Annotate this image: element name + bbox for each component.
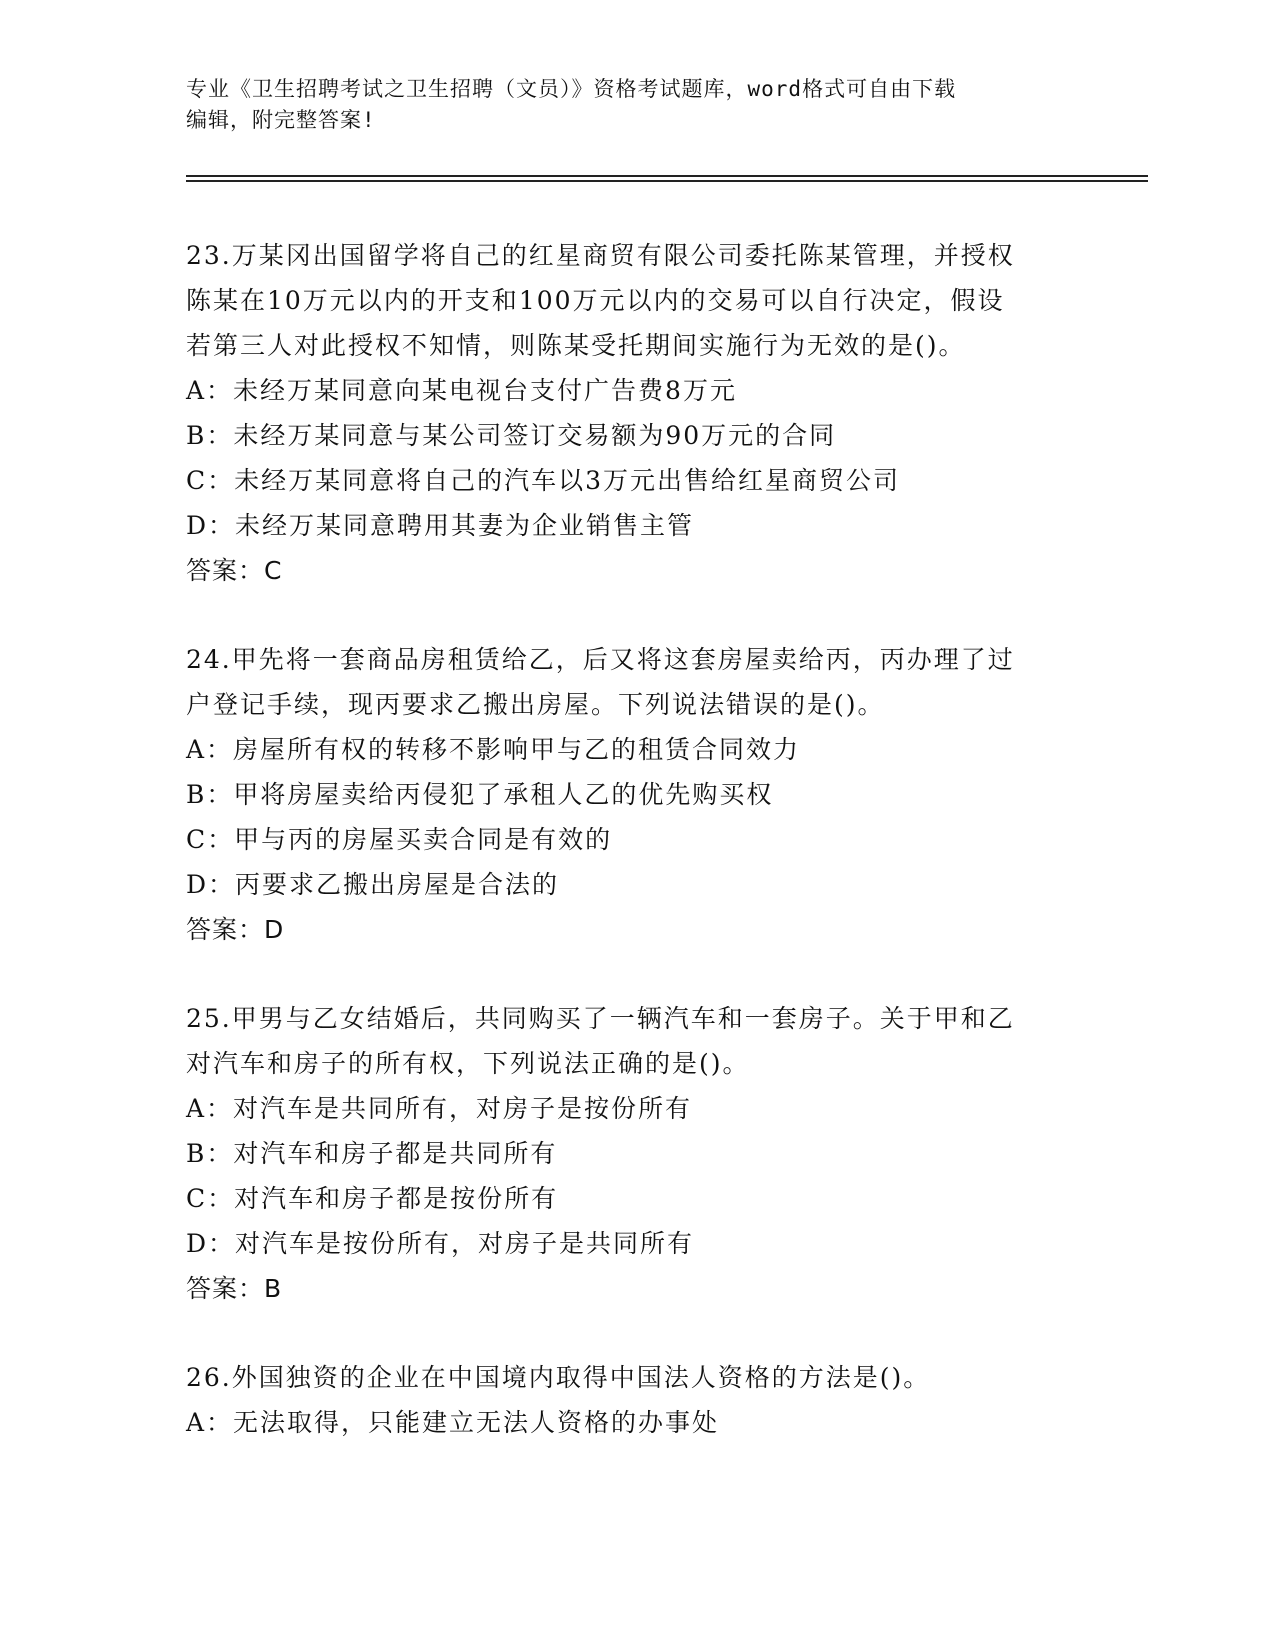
option-b: B：对汽车和房子都是共同所有 [186,1139,558,1168]
option-c: C：对汽车和房子都是按份所有 [186,1184,559,1213]
option-a: A：无法取得，只能建立无法人资格的办事处 [186,1408,720,1437]
question-text: 陈某在10万元以内的开支和100万元以内的交易可以自行决定，假设 [186,286,1005,315]
option-d: D：丙要求乙搬出房屋是合法的 [186,870,560,899]
header-line: 编辑，附完整答案! [186,108,376,132]
answer-text: 答案：C [186,556,283,585]
header-divider [186,180,1148,182]
option-d: D：未经万某同意聘用其妻为企业销售主管 [186,511,695,540]
question-25 [186,996,1086,1311]
document-header [186,74,1066,136]
question-23 [186,233,1086,593]
option-a: A：未经万某同意向某电视台支付广告费8万元 [186,376,737,405]
header-divider [186,175,1148,177]
option-b: B：未经万某同意与某公司签订交易额为90万元的合同 [186,421,837,450]
option-a: A：对汽车是共同所有，对房子是按份所有 [186,1094,693,1123]
option-c: C：未经万某同意将自己的汽车以3万元出售给红星商贸公司 [186,466,901,495]
question-text: 26.外国独资的企业在中国境内取得中国法人资格的方法是()。 [186,1363,931,1392]
option-d: D：对汽车是按份所有，对房子是共同所有 [186,1229,695,1258]
question-text: 24.甲先将一套商品房租赁给乙，后又将这套房屋卖给丙，丙办理了过 [186,645,1015,674]
option-a: A：房屋所有权的转移不影响甲与乙的租赁合同效力 [186,735,801,764]
answer-text: 答案：D [186,915,285,944]
question-text: 25.甲男与乙女结婚后，共同购买了一辆汽车和一套房子。关于甲和乙 [186,1004,1015,1033]
question-text: 若第三人对此授权不知情，则陈某受托期间实施行为无效的是()。 [186,331,966,360]
question-24 [186,637,1086,952]
option-b: B：甲将房屋卖给丙侵犯了承租人乙的优先购买权 [186,780,774,809]
question-text: 对汽车和房子的所有权，下列说法正确的是()。 [186,1049,750,1078]
question-list [186,233,1086,1489]
question-text: 23.万某冈出国留学将自己的红星商贸有限公司委托陈某管理，并授权 [186,241,1015,270]
question-text: 户登记手续，现丙要求乙搬出房屋。下列说法错误的是()。 [186,690,885,719]
header-line: 专业《卫生招聘考试之卫生招聘（文员）》资格考试题库，word格式可自由下载 [186,77,957,101]
option-c: C：甲与丙的房屋买卖合同是有效的 [186,825,613,854]
answer-text: 答案：B [186,1274,283,1303]
question-26 [186,1355,1086,1445]
